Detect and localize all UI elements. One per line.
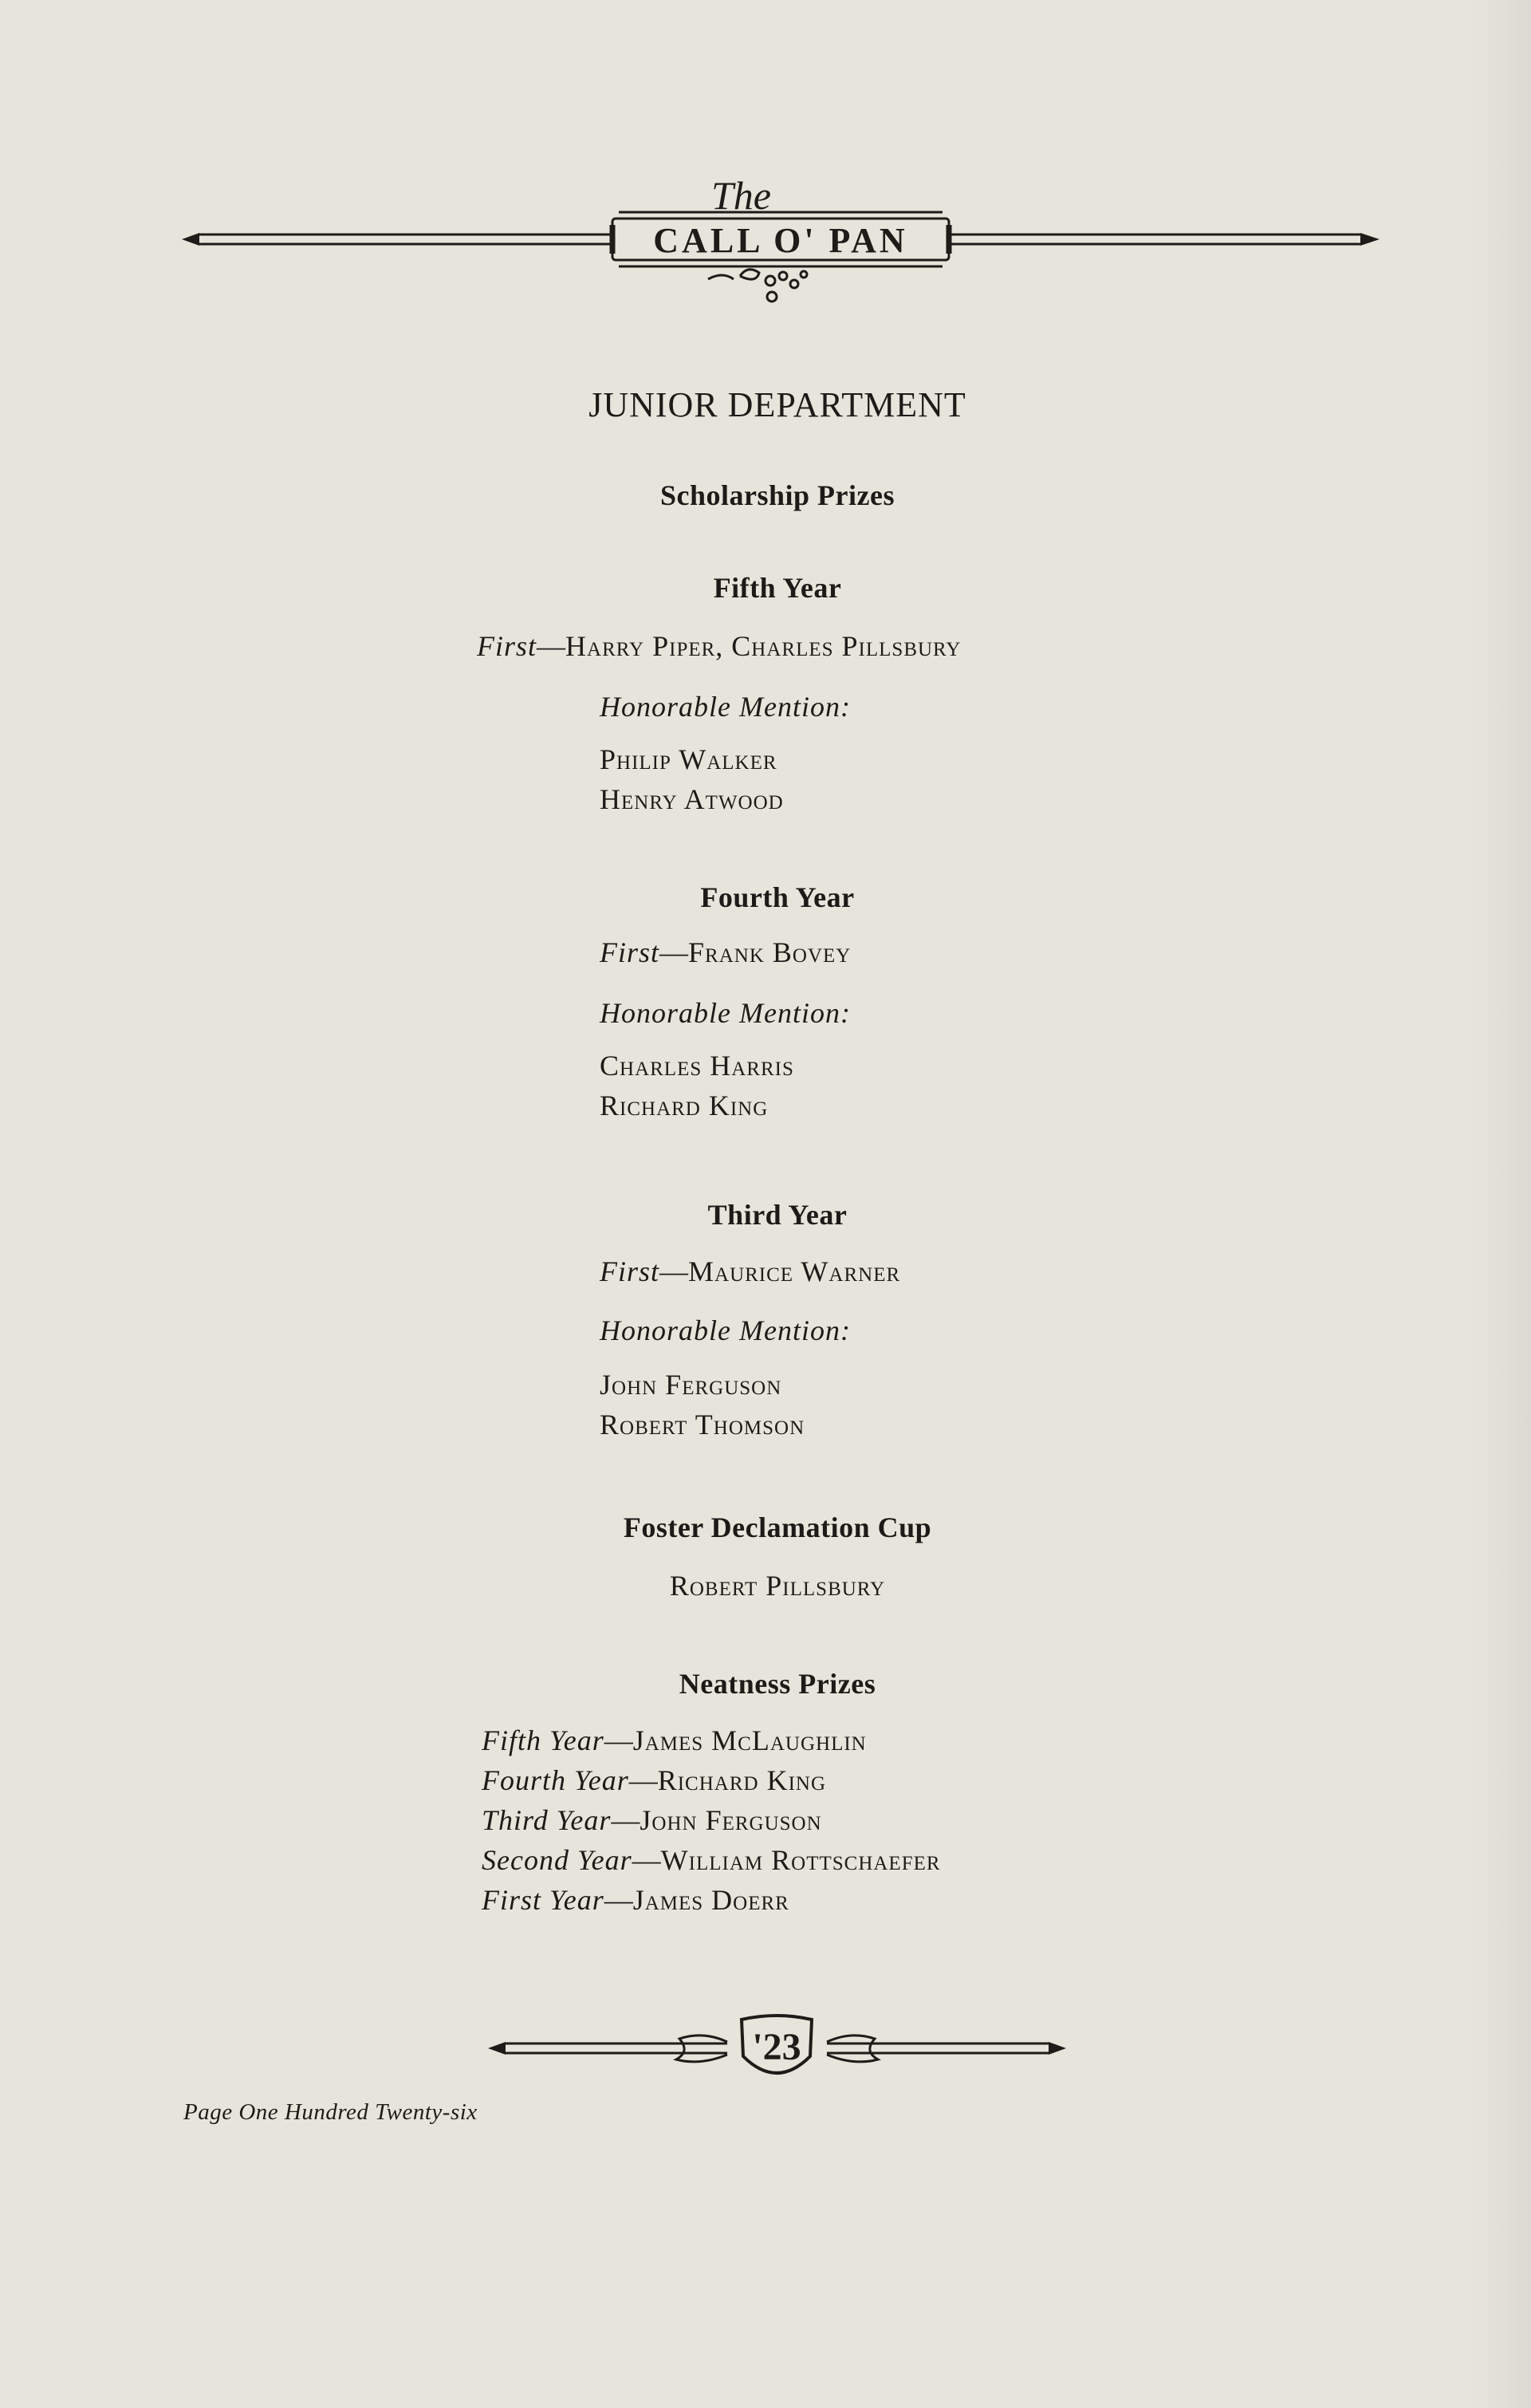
neatness-year: Fifth Year xyxy=(482,1724,604,1756)
neatness-item xyxy=(482,1846,941,1874)
neatness-item xyxy=(482,1806,822,1835)
first-label: First xyxy=(600,1255,660,1287)
fourth-year-first-line xyxy=(600,938,851,967)
dash: — xyxy=(628,1764,658,1796)
neatness-name: Richard King xyxy=(657,1764,826,1796)
masthead-the: The xyxy=(711,177,771,218)
page-number: Page One Hundred Twenty-six xyxy=(183,2099,478,2125)
neatness-year: First Year xyxy=(482,1884,604,1916)
footer-ornament xyxy=(488,2007,1066,2095)
fourth-year-honorable-label: Honorable Mention: xyxy=(600,997,851,1029)
masthead-ornament xyxy=(182,177,1379,313)
fifth-year-honorable-label: Honorable Mention: xyxy=(600,691,851,723)
neatness-name: James Doerr xyxy=(632,1884,789,1916)
foster-cup-winner: Robert Pillsbury xyxy=(669,1570,886,1602)
department-title: JUNIOR DEPARTMENT xyxy=(588,385,966,424)
third-year-first-line xyxy=(600,1257,900,1286)
neatness-year: Second Year xyxy=(482,1844,632,1876)
fourth-year-heading: Fourth Year xyxy=(700,881,855,913)
dash: — xyxy=(611,1804,640,1836)
fifth-year-heading: Fifth Year xyxy=(713,572,842,604)
first-prize-names: Maurice Warner xyxy=(688,1255,901,1287)
neatness-item xyxy=(482,1886,789,1914)
honorable-name: Henry Atwood xyxy=(600,783,784,815)
dash: — xyxy=(659,936,689,968)
class-year-emblem: '23 xyxy=(752,2026,801,2068)
neatness-name: William Rottschaefer xyxy=(660,1844,941,1876)
honorable-name: Charles Harris xyxy=(600,1050,794,1082)
dash: — xyxy=(632,1844,661,1876)
first-label: First xyxy=(600,936,660,968)
neatness-item xyxy=(482,1766,826,1795)
honorable-name: John Ferguson xyxy=(600,1369,782,1401)
third-year-heading: Third Year xyxy=(707,1199,848,1231)
neatness-heading: Neatness Prizes xyxy=(679,1668,876,1700)
neatness-year: Fourth Year xyxy=(482,1764,629,1796)
neatness-name: John Ferguson xyxy=(640,1804,822,1836)
third-year-honorable-label: Honorable Mention: xyxy=(600,1314,851,1346)
honorable-name: Robert Thomson xyxy=(600,1409,805,1440)
fifth-year-first-line xyxy=(477,632,961,660)
dash: — xyxy=(604,1884,633,1916)
dash: — xyxy=(659,1255,689,1287)
neatness-item xyxy=(482,1726,867,1755)
neatness-name: James McLaughlin xyxy=(632,1724,867,1756)
dash: — xyxy=(537,630,566,662)
foster-cup-heading: Foster Declamation Cup xyxy=(623,1511,932,1543)
honorable-name: Philip Walker xyxy=(600,743,777,775)
first-label: First xyxy=(477,630,537,662)
scholarship-heading: Scholarship Prizes xyxy=(660,479,895,511)
honorable-name: Richard King xyxy=(600,1090,769,1121)
first-prize-names: Frank Bovey xyxy=(688,936,852,968)
masthead-name: CALL O' PAN xyxy=(653,221,908,260)
first-prize-names: Harry Piper, Charles Pillsbury xyxy=(565,630,962,662)
neatness-year: Third Year xyxy=(482,1804,612,1836)
dash: — xyxy=(604,1724,633,1756)
